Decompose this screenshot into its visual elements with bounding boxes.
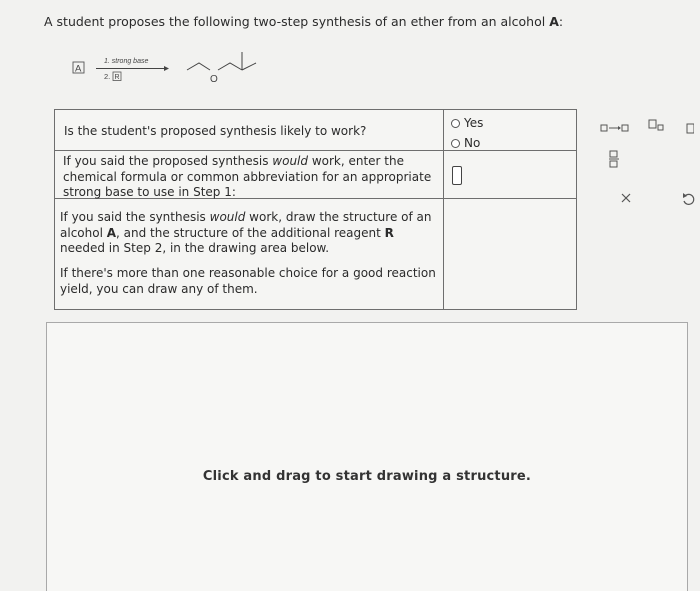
question-4: If there's more than one reasonable choice for a good reaction yield, you can draw any of them.: [60, 266, 436, 296]
q3-part-b: work, draw the structure of an alcohol: [60, 210, 432, 240]
q3-emphasis: would: [209, 210, 246, 224]
reagent-label: R: [114, 74, 120, 81]
q2-part-a: If you said the proposed synthesis: [63, 154, 273, 168]
table-divider-1: [55, 150, 576, 151]
question-3: [60, 210, 438, 257]
radio-yes[interactable]: [451, 116, 483, 130]
question-prompt: [44, 14, 563, 29]
methyl-branch-right: [242, 63, 256, 70]
oxygen-label: O: [210, 74, 218, 85]
partial-tool-icon[interactable]: [686, 123, 694, 135]
ether-skeleton-right: [218, 63, 242, 70]
question-2: [63, 154, 435, 201]
superscript-icon[interactable]: [648, 119, 666, 133]
radio-yes-label: Yes: [464, 116, 484, 130]
radio-no-label: No: [464, 136, 481, 150]
fraction-icon[interactable]: [608, 150, 620, 168]
question-1: Is the student's proposed synthesis likely to work?: [64, 124, 367, 138]
arrow-head: [164, 66, 169, 71]
drawing-toolbar: [588, 112, 700, 212]
table-divider-vertical: [443, 110, 444, 309]
prompt-bold-a: A: [549, 14, 559, 29]
q2-part-b: work, enter the chemical formula or common abbreviation for an appropriate strong base to use in Step 1:: [63, 154, 432, 199]
prompt-text: A student proposes the following two-step synthesis of an ether from an alcohol: [44, 14, 550, 29]
q3-part-a: If you said the synthesis: [60, 210, 210, 224]
clear-x-icon[interactable]: [620, 192, 632, 204]
structure-drawing-area[interactable]: [46, 322, 688, 591]
strong-base-input[interactable]: [452, 166, 462, 185]
arrow-tool-icon[interactable]: [600, 122, 630, 134]
q3-bold-a: A: [106, 225, 117, 240]
question-table: [54, 109, 577, 310]
q3-bold-r: R: [384, 225, 394, 240]
step1-label: 1. strong base: [104, 58, 149, 65]
q3-part-c: , and the structure of the additional reagent: [116, 225, 385, 240]
undo-icon[interactable]: [681, 192, 695, 206]
reactant-label: A: [75, 63, 82, 75]
radio-no[interactable]: [451, 136, 480, 150]
drawing-hint: Click and drag to start drawing a structure.: [202, 469, 532, 484]
prompt-end: :: [558, 14, 564, 29]
step2-prefix: 2.: [104, 72, 111, 81]
q3-part-d: needed in Step 2, in the drawing area below.: [60, 241, 330, 255]
q2-emphasis: would: [272, 154, 308, 168]
reaction-scheme: [70, 44, 290, 104]
radio-yes-circle[interactable]: [451, 119, 460, 128]
radio-no-circle[interactable]: [451, 139, 460, 148]
ether-skeleton: [187, 63, 210, 70]
